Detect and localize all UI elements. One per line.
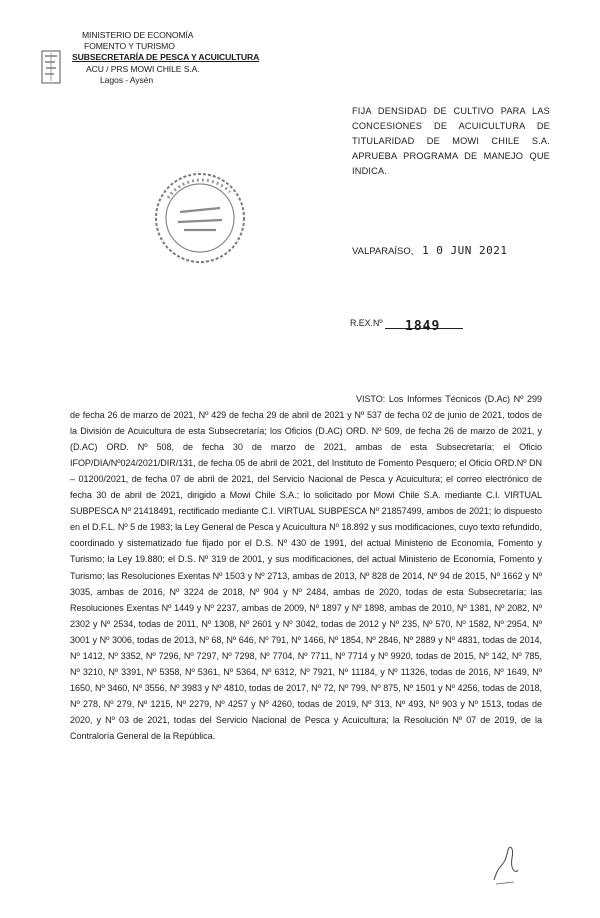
visto-paragraph xyxy=(70,391,542,744)
circular-official-stamp-icon xyxy=(150,168,250,268)
chile-government-logo-icon xyxy=(40,50,62,84)
rex-number-line xyxy=(385,318,463,334)
place-and-date xyxy=(352,244,508,257)
ministry-subtitle: FOMENTO Y TURISMO xyxy=(84,41,175,52)
rex-label: R.EX.Nº xyxy=(350,318,383,328)
ministry-name: MINISTERIO DE ECONOMÍA xyxy=(82,30,194,40)
resolution-subject: FIJA DENSIDAD DE CULTIVO PARA LAS CONCESIONES DE ACUICULTURA DE TITULARIDAD DE MOWI CHILE S.A. APRUEBA PROGRAMA DE MANEJO QUE INDICA. xyxy=(352,106,550,176)
reference-code: ACU / PRS MOWI CHILE S.A. xyxy=(86,63,200,74)
signature-mark-icon xyxy=(490,840,520,890)
resolution-number xyxy=(350,318,463,334)
subsecretaria-name: SUBSECRETARÍA DE PESCA Y ACUICULTURA xyxy=(72,52,260,63)
place-label: VALPARAÍSO, xyxy=(352,246,414,257)
region-label: Lagos - Aysén xyxy=(100,74,154,85)
letterhead xyxy=(72,30,272,86)
visto-text: VISTO: Los Informes Técnicos (D.Ac) Nº 299 de fecha 26 de marzo de 2021, Nº 429 de fecha 29 de abril de 2021 y Nº 537 de fecha 02 de junio de 2021, todos de la División de Acuicultura de esta Subsecretaría; los Oficios (D.AC) ORD. Nº 509, de fecha 26 de marzo de 2021, y (D.AC) ORD. Nº 508, de fecha 30 de marzo de 2021, ambas de esta Subsecretaría; el Oficio IFOP/DIA/Nº024/2021/DIR/131, de fecha 05 de abril de 2021, del Instituto de Fomento Pesquero; el Oficio ORD.Nº DN – 01200/2021, de fecha 07 de abril de 2021, del Servicio Nacional de Pesca y Acuicultura; el correo electrónico de fecha 30 de abril de 2021, dirigido a Mowi Chile S.A.; lo solicitado por Mowi Chile S.A. mediante C.I. VIRTUAL SUBPESCA Nº 21418491, rectificado mediante C.I. VIRTUAL SUBPESCA Nº 21857499, ambos de 2021; lo dispuesto en el D.F.L. Nº 5 de 1983; la Ley General de Pesca y Acuicultura Nº 18.892 y sus modificaciones, cuyo texto refundido, coordinado y sistematizado fue fijado por el D.S. Nº 430 de 1991, del actual Ministerio de Economía, Fomento y Turismo; la Ley 19.880; el D.S. Nº 319 de 2001, y sus modificaciones, del actual Ministerio de Economía, Fomento y Turismo; las Resoluciones Exentas Nº 1503 y Nº 2713, ambas de 2013, Nº 828 de 2014, Nº 94 de 2015, Nº 1662 y Nº 3035, ambas de 2016, Nº 3224 de 2018, Nº 904 y Nº 2484, ambas de 2020, todas de esta Subsecretaría; las Resoluciones Exentas Nº 1449 y Nº 2237, ambas de 2009, Nº 1897 y Nº 1898, ambas de 2010, Nº 1381, Nº 2082, Nº 2302 y Nº 2534, todas de 2011, Nº 1308, Nº 2601 y Nº 3042, todas de 2012 y Nº 235, Nº 570, Nº 1582, Nº 2954, Nº 3001 y Nº 3006, todas de 2013, Nº 68, Nº 646, Nº 791, Nº 1466, Nº 1854, Nº 2846, Nº 2889 y Nº 4831, todas de 2014, Nº 1412, Nº 3352, Nº 7296, Nº 7297, Nº 7298, Nº 7704, Nº 7711, Nº 7714 y Nº 9920, todas de 2015, Nº 142, Nº 785, Nº 3210, Nº 3391, Nº 5358, Nº 5361, Nº 5364, Nº 6312, Nº 7921, Nº 11184, y Nº 11326, todas de 2016, Nº 1649, Nº 1650, Nº 3460, Nº 3556, Nº 3983 y Nº 4810, todas de 2017, Nº 72, Nº 799, Nº 875, Nº 1501 y Nº 4256, todas de 2018, Nº 278, Nº 279, Nº 1215, Nº 2279, Nº 4257 y Nº 4260, todas de 2019, Nº 313, Nº 493, Nº 903 y Nº 1513, todas de 2020, y Nº 03 de 2021, todas del Servicio Nacional de Pesca y Acuicultura; la Resolución Nº 07 de 2019, de la Contraloría General de la República. xyxy=(70,394,542,741)
rex-number: 1849 xyxy=(405,319,441,334)
resolution-date: 1 0 JUN 2021 xyxy=(422,244,508,257)
